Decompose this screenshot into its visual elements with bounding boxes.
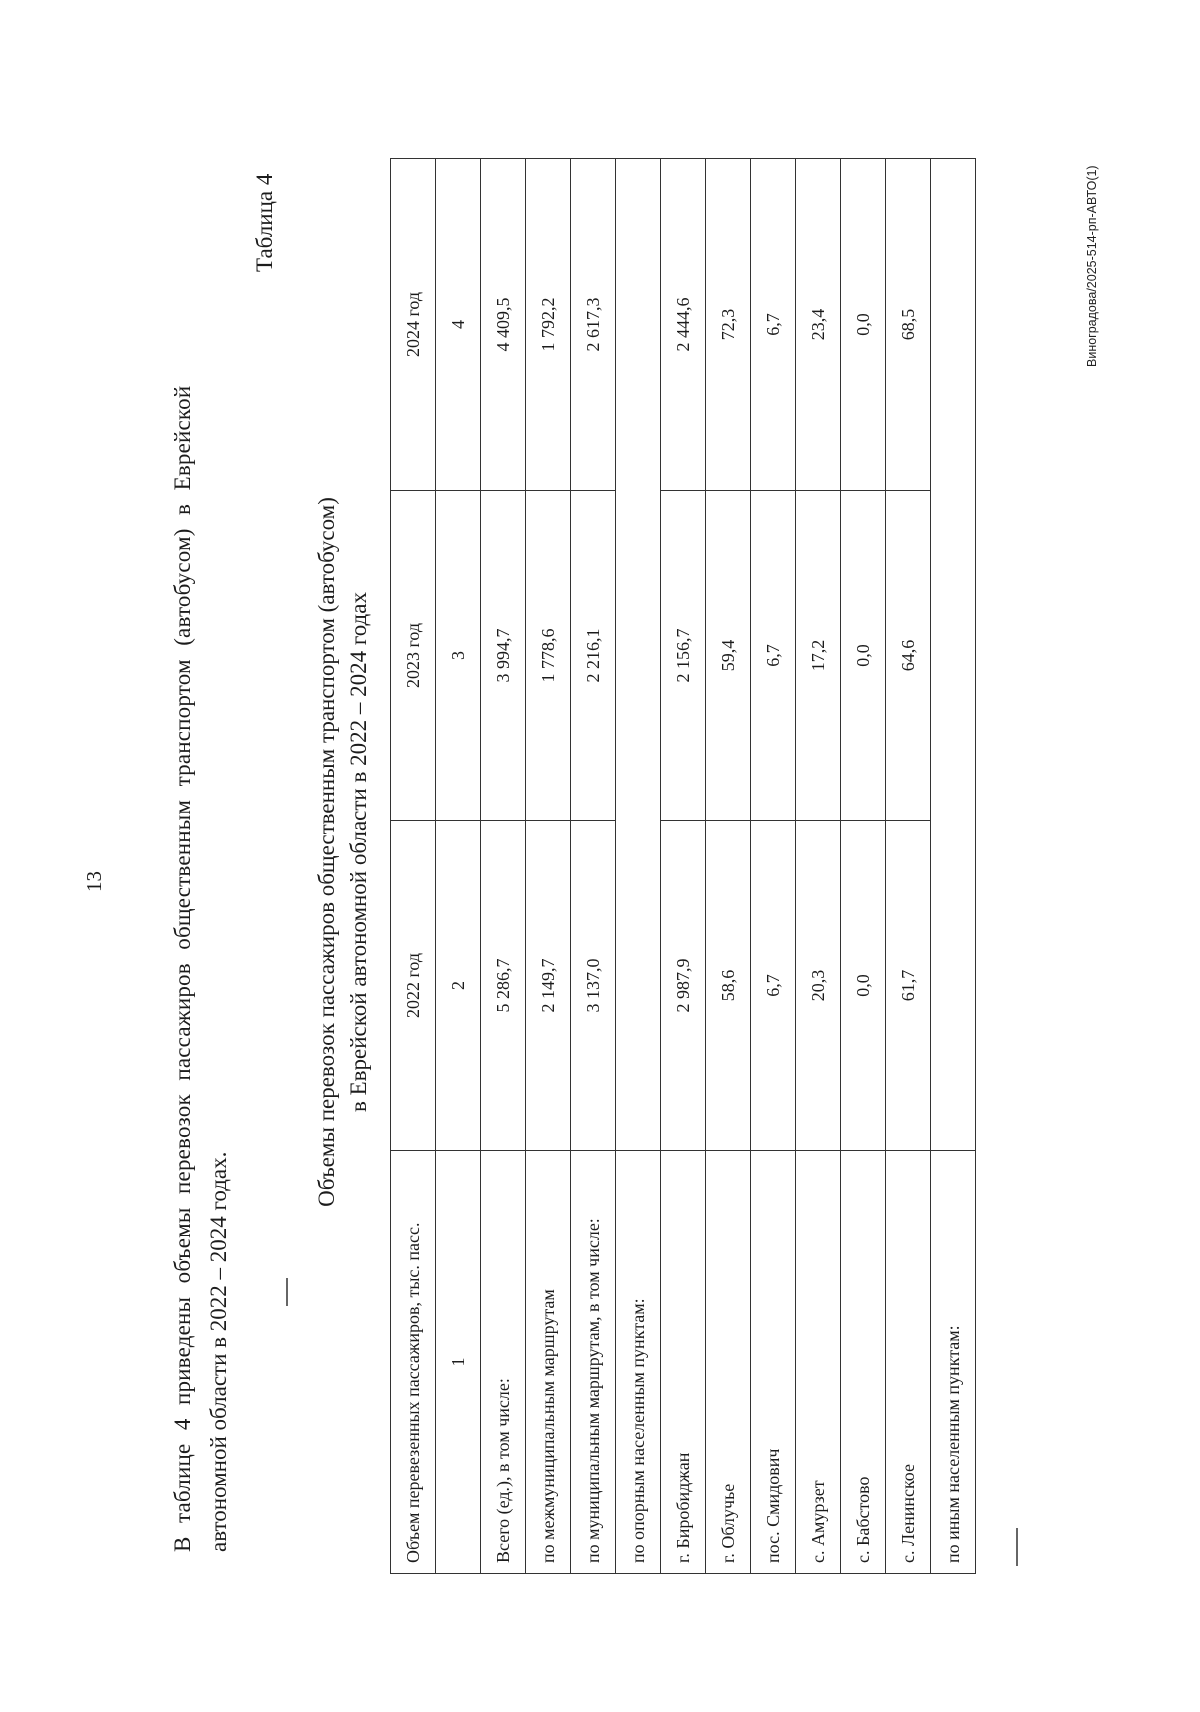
column-number-cell: 4	[436, 159, 481, 491]
margin-mark	[1016, 1528, 1018, 1566]
document-code: Виноградова/2025-514-рп-АВТО(1)	[1085, 165, 1099, 367]
value-cell-2023: 2 216,1	[571, 491, 616, 821]
value-cell-2023: 0,0	[841, 491, 886, 821]
row-label: с. Амурзет	[796, 1151, 841, 1574]
table-header-row	[391, 159, 436, 1574]
value-cell-2023: 1 778,6	[526, 491, 571, 821]
value-cell-2022: 20,3	[796, 821, 841, 1151]
row-label: Всего (ед.), в том числе:	[481, 1151, 526, 1574]
value-cell-2024: 68,5	[886, 159, 931, 491]
value-cell-2024: 72,3	[706, 159, 751, 491]
row-label: пос. Смидович	[751, 1151, 796, 1574]
value-cell-2023: 59,4	[706, 491, 751, 821]
row-label: г. Биробиджан	[661, 1151, 706, 1574]
header-cell-2024: 2024 год	[391, 159, 436, 491]
table-row	[661, 159, 706, 1574]
header-cell-indicator: Объем перевезенных пассажиров, тыс. пасс.	[391, 1151, 436, 1574]
value-cell-2022: 3 137,0	[571, 821, 616, 1151]
table-section-row	[616, 159, 661, 1574]
value-cell-2024: 0,0	[841, 159, 886, 491]
table-section-row	[931, 159, 976, 1574]
table-number: Таблица 4	[252, 173, 277, 272]
value-cell-2022: 6,7	[751, 821, 796, 1151]
margin-mark	[286, 1278, 288, 1306]
table-row	[751, 159, 796, 1574]
section-label: по иным населенным пунктам:	[931, 1151, 976, 1574]
intro-paragraph-line-1: В таблице 4 приведены объемы перевозок пассажиров общественным транспортом (автобусом) в Еврейской	[170, 385, 195, 1552]
table-row	[571, 159, 616, 1574]
value-cell-2023: 2 156,7	[661, 491, 706, 821]
table-row	[526, 159, 571, 1574]
section-label: по опорным населенным пунктам:	[616, 1151, 661, 1574]
section-spacer-cell	[616, 159, 661, 1151]
value-cell-2024: 2 617,3	[571, 159, 616, 491]
value-cell-2024: 23,4	[796, 159, 841, 491]
row-label: по межмуниципальным маршрутам	[526, 1151, 571, 1574]
passenger-volume-table	[390, 158, 976, 1574]
section-spacer-cell	[931, 159, 976, 1151]
value-cell-2023: 6,7	[751, 491, 796, 821]
page-number: 13	[82, 871, 106, 892]
column-number-cell: 1	[436, 1151, 481, 1574]
table-row	[886, 159, 931, 1574]
table-caption-line-1: Объемы перевозок пассажиров общественным транспортом (автобусом)	[314, 497, 339, 1207]
table-caption-line-2: в Еврейской автономной области в 2022 – 2024 годах	[346, 592, 371, 1112]
column-number-cell: 2	[436, 821, 481, 1151]
value-cell-2022: 2 987,9	[661, 821, 706, 1151]
row-label: по муниципальным маршрутам, в том числе:	[571, 1151, 616, 1574]
table-row	[796, 159, 841, 1574]
value-cell-2022: 5 286,7	[481, 821, 526, 1151]
row-label: с. Ленинское	[886, 1151, 931, 1574]
value-cell-2022: 61,7	[886, 821, 931, 1151]
row-label: г. Облучье	[706, 1151, 751, 1574]
value-cell-2023: 64,6	[886, 491, 931, 821]
value-cell-2024: 6,7	[751, 159, 796, 491]
table-row	[481, 159, 526, 1574]
value-cell-2022: 0,0	[841, 821, 886, 1151]
header-cell-2022: 2022 год	[391, 821, 436, 1151]
value-cell-2024: 1 792,2	[526, 159, 571, 491]
row-label: с. Бабстово	[841, 1151, 886, 1574]
value-cell-2023: 17,2	[796, 491, 841, 821]
value-cell-2024: 4 409,5	[481, 159, 526, 491]
value-cell-2024: 2 444,6	[661, 159, 706, 491]
header-cell-2023: 2023 год	[391, 491, 436, 821]
column-number-row	[436, 159, 481, 1574]
value-cell-2023: 3 994,7	[481, 491, 526, 821]
table-row	[706, 159, 751, 1574]
intro-paragraph-line-2: автономной области в 2022 – 2024 годах.	[206, 1151, 231, 1552]
value-cell-2022: 2 149,7	[526, 821, 571, 1151]
value-cell-2022: 58,6	[706, 821, 751, 1151]
table-row	[841, 159, 886, 1574]
column-number-cell: 3	[436, 491, 481, 821]
